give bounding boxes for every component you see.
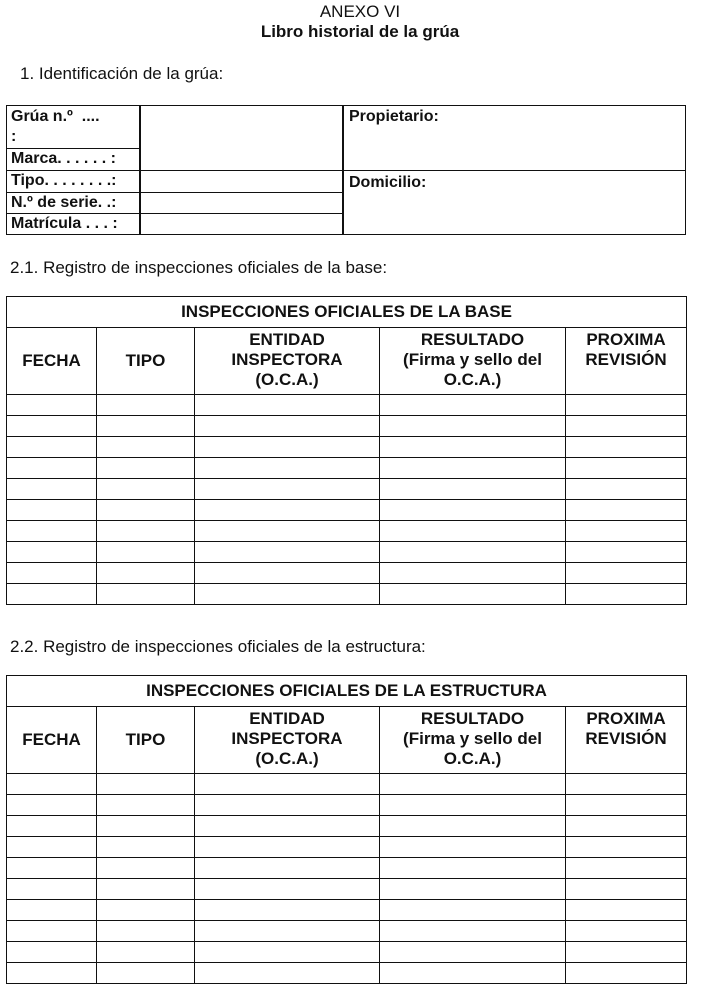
id-row-line <box>6 170 343 171</box>
empty-entry-cell <box>97 416 195 437</box>
structure-inspections-table <box>6 675 687 984</box>
empty-entry-cell <box>566 395 687 416</box>
empty-entry-cell <box>7 437 97 458</box>
empty-entry-cell <box>195 437 380 458</box>
empty-entry-cell <box>7 774 97 795</box>
empty-entry-cell <box>97 879 195 900</box>
empty-entry-cell <box>566 942 687 963</box>
propietario-label: Propietario: <box>349 108 439 125</box>
col-header-resultado <box>380 328 566 395</box>
empty-entry-cell <box>566 963 687 984</box>
empty-entry-cell <box>566 795 687 816</box>
empty-entry-cell <box>195 563 380 584</box>
col-header-resultado-line: (Firma y sello del <box>403 350 542 369</box>
table-row <box>7 542 687 563</box>
empty-entry-cell <box>195 774 380 795</box>
table-row <box>7 963 687 984</box>
table-row <box>7 900 687 921</box>
empty-entry-cell <box>566 563 687 584</box>
table-row <box>7 816 687 837</box>
empty-entry-cell <box>566 458 687 479</box>
empty-entry-cell <box>380 437 566 458</box>
empty-entry-cell <box>97 395 195 416</box>
empty-entry-cell <box>380 774 566 795</box>
empty-entry-cell <box>7 921 97 942</box>
empty-entry-cell <box>7 963 97 984</box>
table-row <box>7 521 687 542</box>
col-header-fecha: FECHA <box>7 707 97 774</box>
empty-entry-cell <box>566 837 687 858</box>
empty-entry-cell <box>7 837 97 858</box>
empty-entry-cell <box>7 879 97 900</box>
id-row-line <box>6 148 140 149</box>
empty-entry-cell <box>566 584 687 605</box>
empty-entry-cell <box>97 479 195 500</box>
table-row <box>7 395 687 416</box>
empty-entry-cell <box>195 584 380 605</box>
col-header-resultado-line: RESULTADO <box>420 709 525 728</box>
empty-entry-cell <box>195 479 380 500</box>
empty-entry-cell <box>566 921 687 942</box>
empty-entry-cell <box>97 837 195 858</box>
empty-entry-cell <box>195 542 380 563</box>
empty-entry-cell <box>380 816 566 837</box>
section-22-heading: 2.2. Registro de inspecciones oficiales de la estructura: <box>10 637 426 656</box>
col-header-entidad <box>195 328 380 395</box>
id-row-line <box>342 170 686 171</box>
col-header-proxima-line: REVISIÓN <box>585 729 667 748</box>
col-header-tipo: TIPO <box>97 328 195 395</box>
empty-entry-cell <box>195 795 380 816</box>
empty-entry-cell <box>97 458 195 479</box>
empty-entry-cell <box>380 584 566 605</box>
empty-entry-cell <box>566 816 687 837</box>
domicilio-label: Domicilio: <box>349 174 427 191</box>
matricula-label: Matrícula . . . : <box>11 215 118 232</box>
table-row <box>7 774 687 795</box>
empty-entry-cell <box>7 942 97 963</box>
empty-entry-cell <box>195 816 380 837</box>
empty-entry-cell <box>566 542 687 563</box>
empty-entry-cell <box>195 395 380 416</box>
empty-entry-cell <box>97 774 195 795</box>
annex-label: ANEXO VI <box>319 2 401 21</box>
empty-entry-cell <box>7 563 97 584</box>
col-header-proxima-line: PROXIMA <box>586 709 666 728</box>
empty-entry-cell <box>97 521 195 542</box>
empty-entry-cell <box>195 900 380 921</box>
empty-entry-cell <box>97 942 195 963</box>
empty-entry-cell <box>566 879 687 900</box>
grua-number-label: Grúa n.º .... <box>11 108 100 125</box>
empty-entry-cell <box>380 479 566 500</box>
base-table-title: INSPECCIONES OFICIALES DE LA BASE <box>7 297 687 328</box>
empty-entry-cell <box>7 900 97 921</box>
empty-entry-cell <box>380 879 566 900</box>
col-header-resultado-line: O.C.A.) <box>443 749 502 768</box>
empty-entry-cell <box>380 542 566 563</box>
col-header-proxima-line: PROXIMA <box>586 330 666 349</box>
empty-entry-cell <box>97 563 195 584</box>
empty-entry-cell <box>195 963 380 984</box>
empty-entry-cell <box>380 395 566 416</box>
id-row-line <box>6 192 343 193</box>
empty-entry-cell <box>380 795 566 816</box>
col-header-entidad-line: (O.C.A.) <box>255 370 319 389</box>
empty-entry-cell <box>195 858 380 879</box>
empty-entry-cell <box>97 584 195 605</box>
empty-entry-cell <box>7 816 97 837</box>
empty-entry-cell <box>97 542 195 563</box>
empty-entry-cell <box>195 458 380 479</box>
empty-entry-cell <box>97 816 195 837</box>
empty-entry-cell <box>97 900 195 921</box>
col-header-resultado-line: RESULTADO <box>420 330 525 349</box>
empty-entry-cell <box>7 542 97 563</box>
empty-entry-cell <box>195 879 380 900</box>
structure-table-body <box>7 774 687 984</box>
structure-table-title: INSPECCIONES OFICIALES DE LA ESTRUCTURA <box>7 676 687 707</box>
empty-entry-cell <box>380 963 566 984</box>
empty-entry-cell <box>7 395 97 416</box>
empty-entry-cell <box>7 584 97 605</box>
table-row <box>7 437 687 458</box>
empty-entry-cell <box>380 458 566 479</box>
empty-entry-cell <box>566 416 687 437</box>
empty-entry-cell <box>380 837 566 858</box>
section-1-heading: 1. Identificación de la grúa: <box>20 64 224 83</box>
empty-entry-cell <box>380 858 566 879</box>
empty-entry-cell <box>380 942 566 963</box>
serie-label: N.º de serie. .: <box>11 194 117 211</box>
col-header-fecha: FECHA <box>7 328 97 395</box>
col-header-resultado-line: (Firma y sello del <box>403 729 542 748</box>
col-header-resultado-line: O.C.A.) <box>443 370 502 389</box>
col-header-entidad <box>195 707 380 774</box>
empty-entry-cell <box>566 479 687 500</box>
id-row-line <box>6 213 343 214</box>
base-table-body <box>7 395 687 605</box>
table-row <box>7 942 687 963</box>
table-row <box>7 879 687 900</box>
empty-entry-cell <box>566 774 687 795</box>
empty-entry-cell <box>195 521 380 542</box>
tipo-label: Tipo. . . . . . . .: <box>11 172 117 189</box>
empty-entry-cell <box>7 500 97 521</box>
empty-entry-cell <box>7 416 97 437</box>
empty-entry-cell <box>380 500 566 521</box>
col-header-entidad-line: INSPECTORA <box>231 350 343 369</box>
col-header-entidad-line: INSPECTORA <box>231 729 343 748</box>
marca-label: Marca. . . . . . : <box>11 150 116 167</box>
empty-entry-cell <box>195 500 380 521</box>
section-21-heading: 2.1. Registro de inspecciones oficiales de la base: <box>10 258 388 277</box>
empty-entry-cell <box>7 521 97 542</box>
empty-entry-cell <box>7 795 97 816</box>
col-header-entidad-line: (O.C.A.) <box>255 749 319 768</box>
col-header-entidad-line: ENTIDAD <box>249 709 325 728</box>
empty-entry-cell <box>7 458 97 479</box>
grua-number-label-colon: : <box>11 128 17 145</box>
empty-entry-cell <box>566 437 687 458</box>
table-row <box>7 858 687 879</box>
col-header-proxima-line: REVISIÓN <box>585 350 667 369</box>
table-row <box>7 795 687 816</box>
col-header-tipo: TIPO <box>97 707 195 774</box>
empty-entry-cell <box>7 479 97 500</box>
empty-entry-cell <box>566 900 687 921</box>
col-header-resultado <box>380 707 566 774</box>
empty-entry-cell <box>97 500 195 521</box>
table-row <box>7 584 687 605</box>
empty-entry-cell <box>380 521 566 542</box>
empty-entry-cell <box>380 921 566 942</box>
base-inspections-table <box>6 296 687 605</box>
table-row <box>7 837 687 858</box>
empty-entry-cell <box>566 500 687 521</box>
empty-entry-cell <box>195 416 380 437</box>
col-header-proxima <box>566 707 687 774</box>
table-row <box>7 416 687 437</box>
empty-entry-cell <box>97 921 195 942</box>
table-row <box>7 563 687 584</box>
table-row <box>7 479 687 500</box>
empty-entry-cell <box>380 416 566 437</box>
empty-entry-cell <box>566 858 687 879</box>
empty-entry-cell <box>195 942 380 963</box>
empty-entry-cell <box>97 858 195 879</box>
document-title: Libro historial de la grúa <box>260 22 460 41</box>
empty-entry-cell <box>380 563 566 584</box>
empty-entry-cell <box>566 521 687 542</box>
empty-entry-cell <box>195 837 380 858</box>
empty-entry-cell <box>97 795 195 816</box>
empty-entry-cell <box>195 921 380 942</box>
empty-entry-cell <box>380 900 566 921</box>
empty-entry-cell <box>97 963 195 984</box>
col-header-proxima <box>566 328 687 395</box>
empty-entry-cell <box>7 858 97 879</box>
table-row <box>7 921 687 942</box>
table-row <box>7 458 687 479</box>
empty-entry-cell <box>97 437 195 458</box>
col-header-entidad-line: ENTIDAD <box>249 330 325 349</box>
table-row <box>7 500 687 521</box>
